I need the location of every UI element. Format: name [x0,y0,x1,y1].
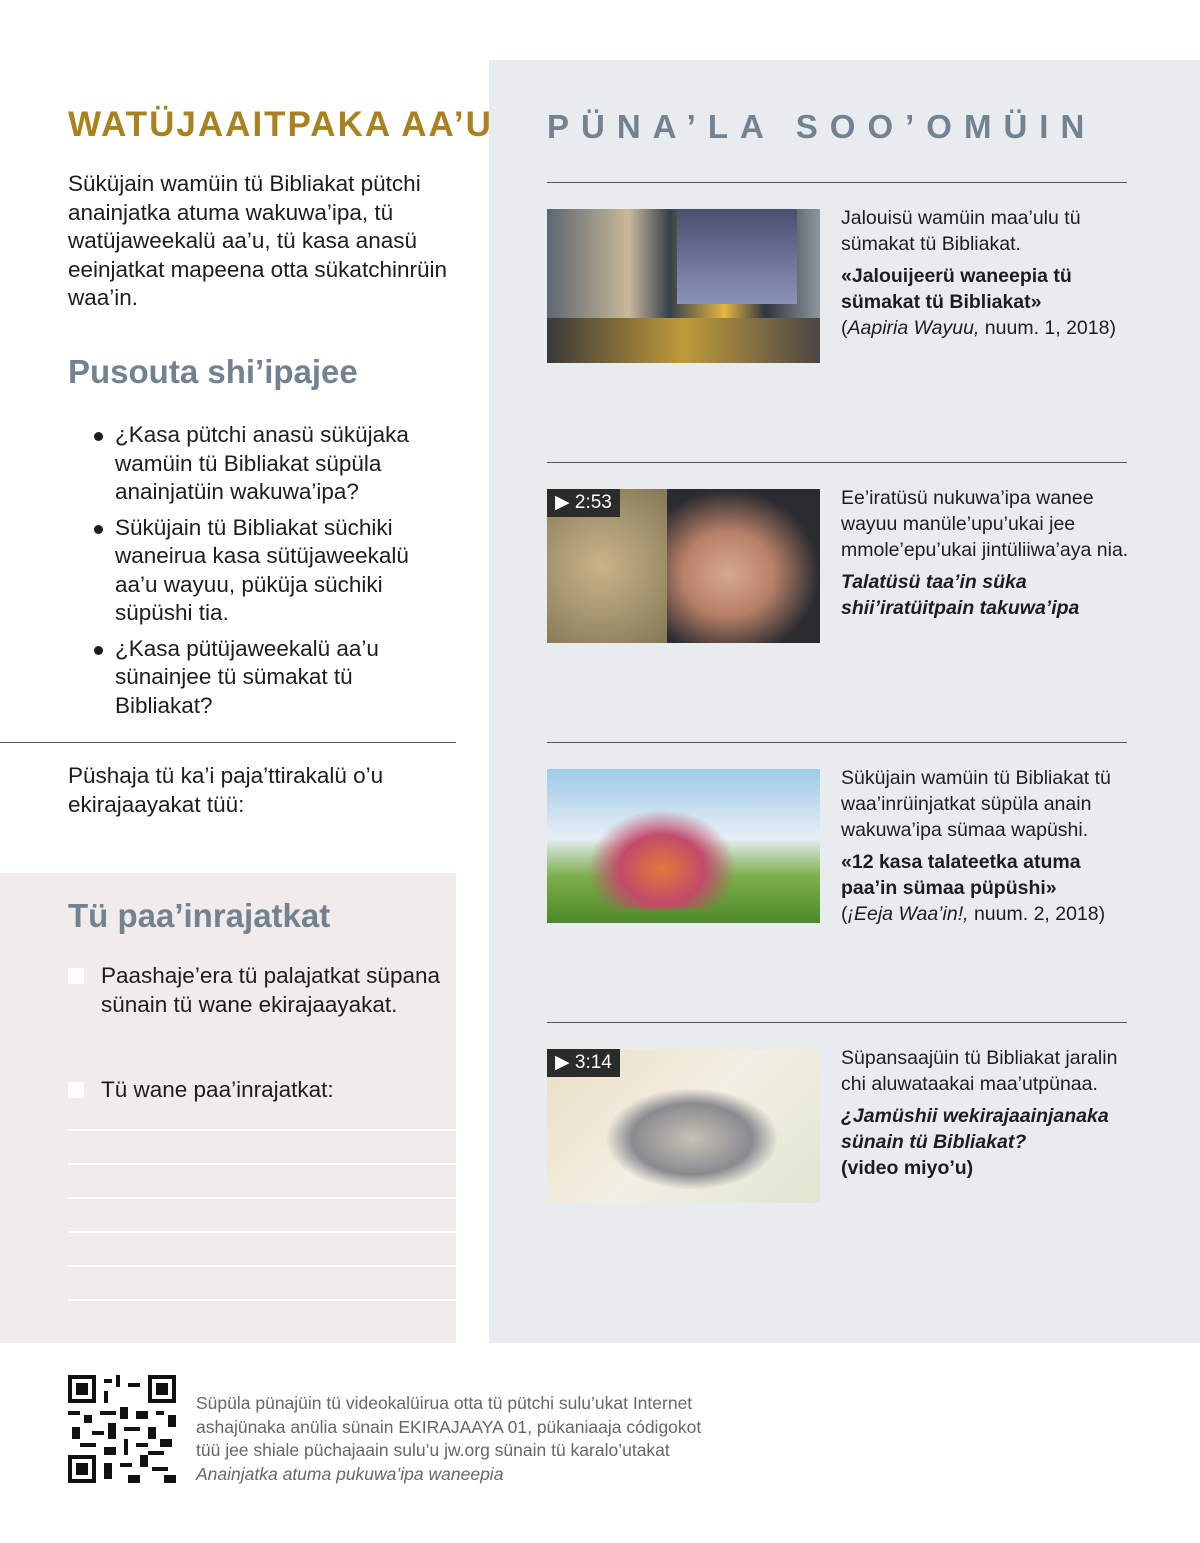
questions-title: Pusouta shi’ipajee [68,353,358,390]
checkbox-label: Tü wane paa’inrajatkat: [101,1077,334,1102]
footer-line: tüü jee shiale püchajaain sulu’u jw.org sünain tü karalo’utakat [196,1440,670,1460]
checkbox-label: Paashaje’era tü palajatkat süpana sünain tü wane ekirajaayakat. [101,963,440,1017]
footer-line: Süpüla pünajüin tü videokalüirua otta tü pütchi sulu’ukat Internet [196,1393,693,1413]
checkbox[interactable] [68,1082,84,1098]
item-source: (Aapiria Wayuu, nuum. 1, 2018) [841,317,1116,339]
article-image-train-station[interactable] [547,209,820,363]
writing-line[interactable] [68,1299,456,1301]
video-link[interactable]: Talatüsü taa’in süka shii’iratüitpain takuwa’ipa [841,571,1080,619]
video-link[interactable]: ¿Jamüshii wekirajaainjanaka sünain tü Bibliakat? [841,1105,1109,1153]
article-link[interactable]: «12 kasa talateetka atuma paa’in sümaa püpüshi» [841,851,1081,899]
divider [547,182,1127,183]
article-image-family[interactable] [547,769,820,923]
writing-line[interactable] [68,1129,456,1131]
intro-text: Süküjain wamüin tü Bibliakat pütchi anainjatka atuma wakuwa’ipa, tü watüjaweekalü aa’u, tü kasa anasü eeinjatkat mapeena otta sükatchinrüin waa’in. [68,171,447,310]
item-source: (¡Eeja Waa’in!, nuum. 2, 2018) [841,903,1106,925]
divider [547,742,1127,743]
related-item [841,205,1131,341]
related-item [841,485,1131,621]
video-duration-badge: ▶ 2:53 [547,489,620,517]
question-item: Süküjain tü Bibliakat süchiki waneirua kasa sütüjaweekalü aa’u wayuu, püküja süchiki süpüshi tia. [92,514,452,628]
video-note: (video miyo’u) [841,1157,974,1179]
checkbox[interactable] [68,968,84,984]
item-description: Süpansaajüin tü Bibliakat jaralin chi aluwataakai maa’utpünaa. [841,1047,1118,1095]
page-title: WATÜJAAITPAKA AA’U [68,105,493,144]
related-item [841,765,1131,927]
question-item: ¿Kasa pütüjaweekalü aa’u sünainjee tü sümakat tü Bibliakat? [92,635,452,721]
item-description: Jalouisü wamüin maa’ulu tü sümakat tü Bibliakat. [841,207,1081,255]
item-description: Süküjain wamüin tü Bibliakat tü waa’inrüinjatkat süpüla anain wakuwa’ipa sümaa wapüshi. [841,767,1111,841]
questions-list [92,421,452,727]
question-item: ¿Kasa pütchi anasü süküjaka wamüin tü Bibliakat süpüla anainjatüin wakuwa’ipa? [92,421,452,507]
qr-code-icon[interactable] [68,1375,176,1483]
writing-line[interactable] [68,1231,456,1233]
video-thumbnail-man[interactable] [547,489,820,643]
footer-publication-title: Anainjatka atuma pukuwa’ipa waneepia [196,1463,504,1484]
video-duration-badge: ▶ 3:14 [547,1049,620,1077]
writing-line[interactable] [68,1197,456,1199]
footer-line: ashajünaka anülia sünain EKIRAJAAYA 01, pükaniaaja códigokot [196,1416,702,1437]
divider [0,742,456,743]
writing-line[interactable] [68,1163,456,1165]
video-thumbnail-couple-reading[interactable] [547,1049,820,1203]
related-title: PÜNA’LA SOO’OMÜIN [547,108,1097,145]
share-date-prompt: Püshaja tü ka’i paja’ttirakalü o’u ekirajaayakat tüü: [68,763,384,817]
notes-title: Tü paa’inrajatkat [68,897,331,934]
related-item [841,1045,1131,1181]
notes-box [0,873,456,1343]
footer-text [196,1392,701,1486]
article-link[interactable]: «Jalouijeerü waneepia tü sümakat tü Bibliakat» [841,265,1072,313]
divider [547,462,1127,463]
divider [547,1022,1127,1023]
writing-line[interactable] [68,1265,456,1267]
item-description: Ee’iratüsü nukuwa’ipa wanee wayuu manüle’upu’ukai jee mmole’epu’ukai jintüliiwa’aya nia. [841,487,1129,561]
